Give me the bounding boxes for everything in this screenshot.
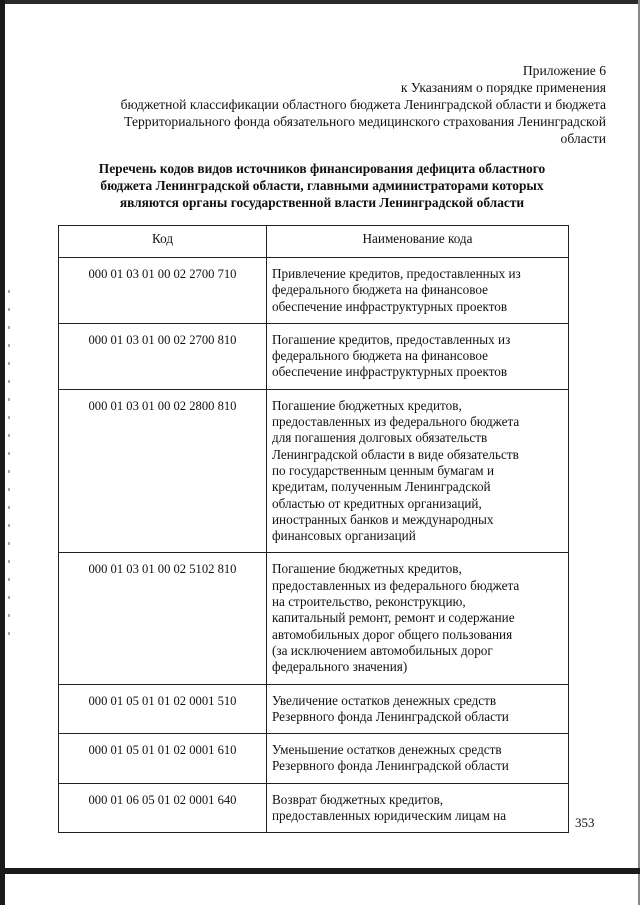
name-line: автомобильных дорог общего пользования: [272, 626, 513, 642]
name-line: федерального бюджета на финансовое: [272, 282, 489, 298]
appendix-line: к Указаниям о порядке применения: [400, 80, 606, 95]
name-cell: [267, 258, 569, 324]
name-line: обеспечение инфраструктурных проектов: [272, 364, 508, 380]
name-line: предоставленных из федерального бюджета: [272, 414, 520, 430]
name-line: предоставленных из федерального бюджета: [272, 577, 520, 593]
name-line: кредитам, полученным Ленинградской: [272, 479, 491, 495]
name-line: федерального бюджета на финансовое: [272, 348, 489, 364]
title-line: Перечень кодов видов источников финансирования дефицита областного: [98, 161, 546, 176]
table-row: [59, 783, 569, 833]
scan-edge-bottom: [0, 868, 640, 874]
table-row: [59, 258, 569, 324]
name-line: Резервного фонда Ленинградской области: [272, 708, 509, 724]
name-line: областью от кредитных организаций,: [272, 495, 482, 511]
name-line: Привлечение кредитов, предоставленных из: [272, 266, 521, 281]
name-line: финансовых организаций: [272, 528, 416, 544]
scan-edge-left: [0, 0, 5, 905]
document-title: [62, 160, 582, 211]
name-cell: [267, 389, 569, 553]
name-line: по государственным ценным бумагам и: [272, 462, 495, 478]
code-cell: 000 01 03 01 00 02 5102 810: [59, 553, 267, 684]
table-header-row: [59, 226, 569, 258]
code-cell: 000 01 03 01 00 02 2800 810: [59, 389, 267, 553]
name-cell: [267, 553, 569, 684]
name-line: федерального значения): [272, 659, 408, 675]
name-line: для погашения долговых обязательств: [272, 430, 488, 446]
name-line: (за исключением автомобильных дорог: [272, 642, 493, 658]
name-line: Резервного фонда Ленинградской области: [272, 758, 509, 774]
name-line: иностранных банков и международных: [272, 511, 494, 527]
title-line: бюджета Ленинградской области, главными администраторами которых: [100, 178, 544, 193]
name-line: Погашение бюджетных кредитов,: [272, 397, 462, 413]
header-name: Наименование кода: [267, 226, 569, 258]
name-line: обеспечение инфраструктурных проектов: [272, 298, 508, 314]
table-row: [59, 553, 569, 684]
appendix-header: [40, 62, 606, 147]
name-line: Увеличение остатков денежных средств: [272, 692, 497, 708]
name-line: на строительство, реконструкцию,: [272, 594, 466, 610]
table-row: [59, 734, 569, 784]
name-line: Ленинградской области в виде обязательств: [272, 446, 519, 462]
code-cell: 000 01 06 05 01 02 0001 640: [59, 783, 267, 833]
name-cell: [267, 684, 569, 734]
table-row: [59, 389, 569, 553]
name-line: Погашение кредитов, предоставленных из: [272, 331, 511, 347]
code-cell: 000 01 05 01 01 02 0001 510: [59, 684, 267, 734]
table-row: [59, 684, 569, 734]
appendix-line: Территориального фонда обязательного медицинского страхования Ленинградской: [124, 114, 606, 129]
code-cell: 000 01 03 01 00 02 2700 810: [59, 323, 267, 389]
code-cell: 000 01 05 01 01 02 0001 610: [59, 734, 267, 784]
scan-noise: [8, 290, 10, 650]
name-cell: [267, 783, 569, 833]
table-row: [59, 323, 569, 389]
code-cell: 000 01 03 01 00 02 2700 710: [59, 258, 267, 324]
name-cell: [267, 323, 569, 389]
name-line: Уменьшение остатков денежных средств: [272, 742, 502, 758]
name-line: капитальный ремонт, ремонт и содержание: [272, 610, 515, 626]
codes-table: [58, 225, 569, 833]
name-line: предоставленных юридическим лицам на: [272, 808, 507, 824]
appendix-line: Приложение 6: [522, 63, 606, 78]
name-line: Погашение бюджетных кредитов,: [272, 561, 462, 577]
header-code: Код: [59, 226, 267, 258]
appendix-line: бюджетной классификации областного бюджета Ленинградской области и бюджета: [120, 97, 606, 112]
page-number: 353: [575, 815, 595, 830]
name-line: Возврат бюджетных кредитов,: [272, 791, 444, 807]
title-line: являются органы государственной власти Ленинградской области: [119, 195, 525, 210]
name-cell: [267, 734, 569, 784]
scan-edge-top: [0, 0, 640, 4]
appendix-line: области: [560, 131, 606, 146]
